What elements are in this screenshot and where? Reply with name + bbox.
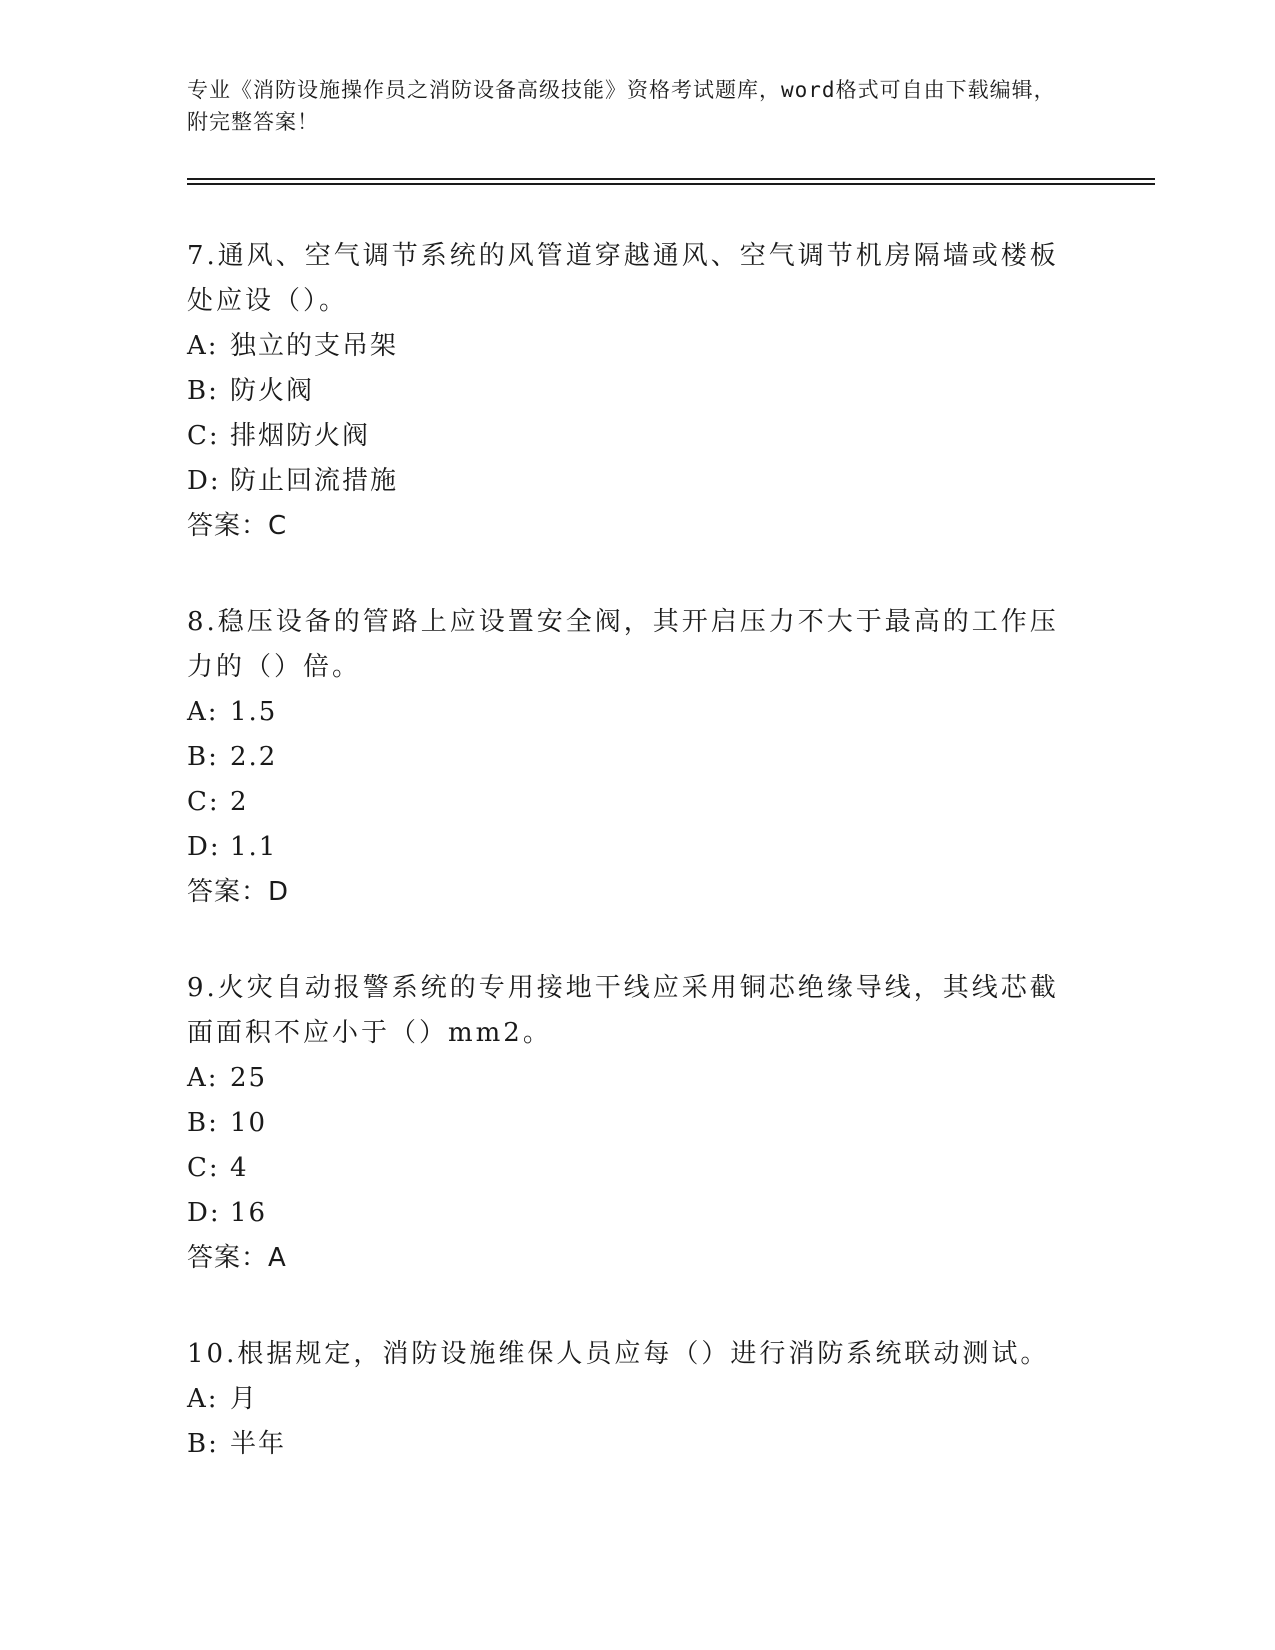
question-10 <box>187 1332 1067 1467</box>
option-letter: D: <box>187 466 221 496</box>
option-b <box>187 1422 1067 1467</box>
option-d <box>187 1191 1067 1236</box>
answer-line: 答案：C <box>187 511 288 541</box>
question-text: 10.根据规定，消防设施维保人员应每（）进行消防系统联动测试。 <box>187 1339 1050 1369</box>
option-letter: A: <box>187 697 219 727</box>
option-a <box>187 1377 1067 1422</box>
option-b <box>187 1101 1067 1146</box>
option-d <box>187 825 1067 870</box>
question-7 <box>187 234 1067 549</box>
option-letter: C: <box>187 421 220 451</box>
option-text: 1.1 <box>230 832 278 862</box>
document-intro: 专业《消防设施操作员之消防设备高级技能》资格考试题库，word格式可自由下载编辑，附完整答案！ <box>187 78 1056 134</box>
option-text: 月 <box>230 1384 259 1414</box>
option-text: 2.2 <box>230 742 278 772</box>
option-letter: B: <box>187 376 219 406</box>
option-text: 独立的支吊架 <box>230 331 399 361</box>
header-divider-top <box>187 178 1155 180</box>
question-8 <box>187 600 1067 915</box>
option-letter: D: <box>187 832 221 862</box>
option-c <box>187 1146 1067 1191</box>
option-letter: A: <box>187 331 219 361</box>
option-letter: A: <box>187 1384 219 1414</box>
option-letter: C: <box>187 1153 220 1183</box>
option-a <box>187 1056 1067 1101</box>
option-text: 1.5 <box>230 697 278 727</box>
option-d <box>187 459 1067 504</box>
answer-line: 答案：D <box>187 877 290 907</box>
header-divider-bottom <box>187 183 1155 185</box>
question-text: 8.稳压设备的管路上应设置安全阀，其开启压力不大于最高的工作压力的（）倍。 <box>187 607 1059 682</box>
option-letter: A: <box>187 1063 219 1093</box>
option-text: 4 <box>230 1153 249 1183</box>
option-letter: C: <box>187 787 220 817</box>
question-text: 7.通风、空气调节系统的风管道穿越通风、空气调节机房隔墙或楼板处应设（）。 <box>187 241 1059 316</box>
option-b <box>187 735 1067 780</box>
option-letter: B: <box>187 1429 219 1459</box>
option-c <box>187 780 1067 825</box>
question-text: 9.火灾自动报警系统的专用接地干线应采用铜芯绝缘导线，其线芯截面面积不应小于（）mm2。 <box>187 973 1059 1048</box>
option-c <box>187 414 1067 459</box>
option-text: 10 <box>230 1108 268 1138</box>
option-text: 排烟防火阀 <box>230 421 371 451</box>
option-text: 25 <box>230 1063 268 1093</box>
option-a <box>187 324 1067 369</box>
option-text: 半年 <box>230 1429 287 1459</box>
option-letter: D: <box>187 1198 221 1228</box>
option-letter: B: <box>187 1108 219 1138</box>
option-a <box>187 690 1067 735</box>
option-text: 防止回流措施 <box>230 466 399 496</box>
option-text: 防火阀 <box>230 376 315 406</box>
option-text: 16 <box>230 1198 268 1228</box>
option-letter: B: <box>187 742 219 772</box>
option-b <box>187 369 1067 414</box>
question-9 <box>187 966 1067 1281</box>
answer-line: 答案：A <box>187 1243 287 1273</box>
option-text: 2 <box>230 787 249 817</box>
